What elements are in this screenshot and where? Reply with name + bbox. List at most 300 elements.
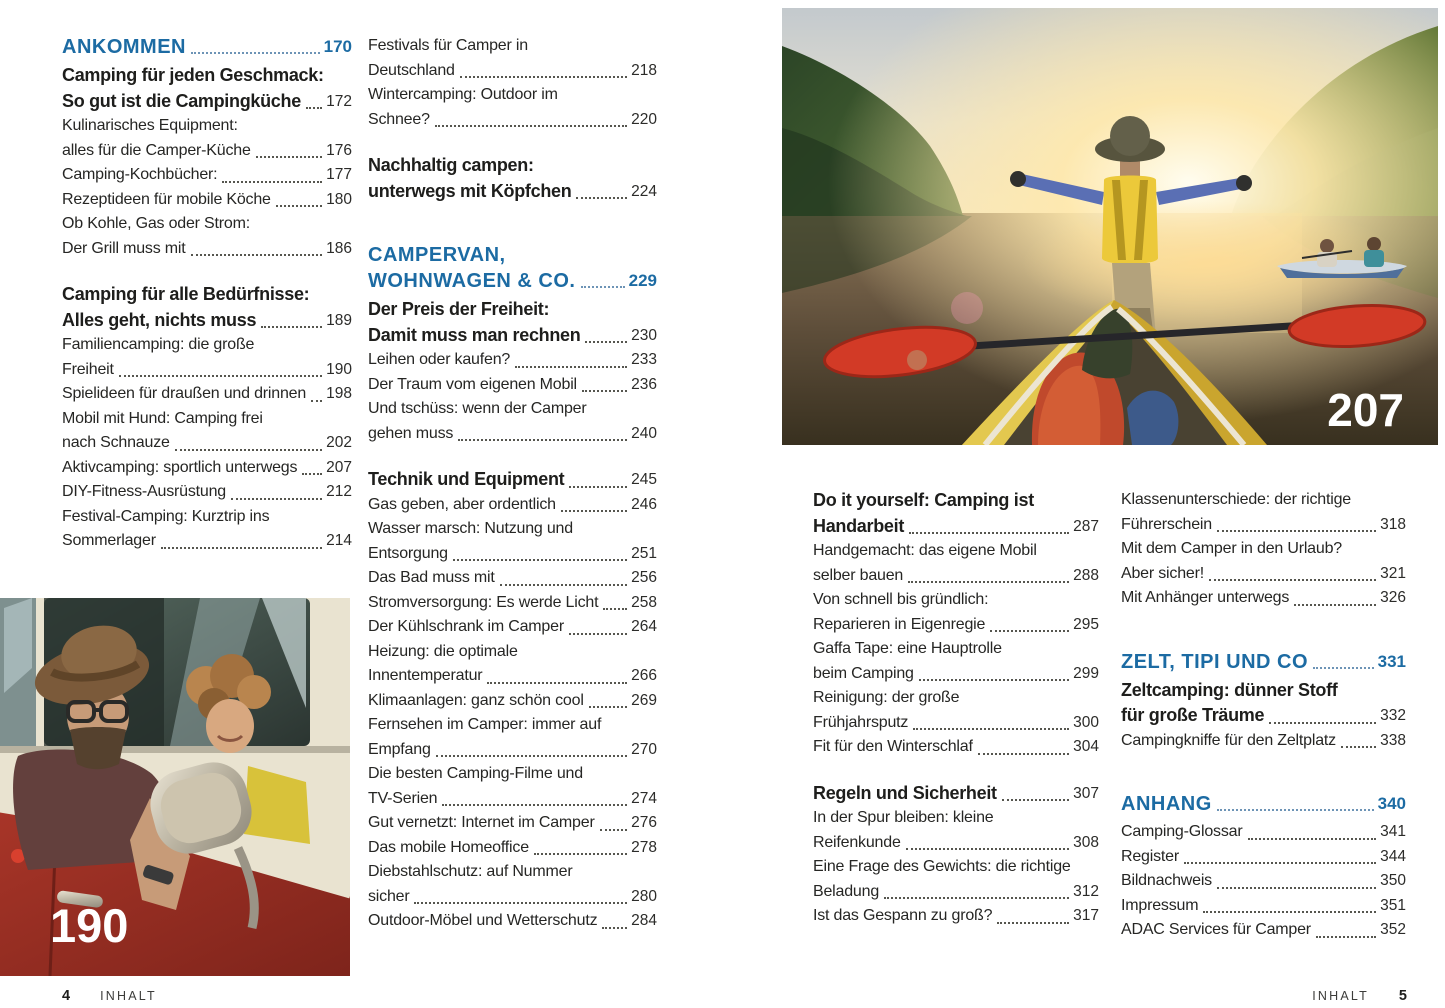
toc-entry-text: Zeltcamping: dünner Stoff — [1121, 679, 1338, 700]
toc-line — [1121, 488, 1406, 513]
toc-entry — [62, 188, 352, 213]
toc-line — [1121, 586, 1406, 611]
toc-line — [813, 662, 1099, 687]
toc-line — [368, 268, 657, 294]
dot-leader — [458, 439, 627, 441]
dot-leader — [1269, 722, 1376, 724]
toc-entry-text: Damit muss man rechnen — [368, 324, 581, 345]
toc-chapter — [62, 34, 352, 60]
toc-entry — [62, 163, 352, 188]
toc-line — [813, 831, 1099, 856]
page-number: 176 — [326, 141, 352, 159]
toc-entry-text: Handgemacht: das eigene Mobil — [813, 542, 1037, 559]
toc-column-1 — [62, 34, 352, 554]
toc-line — [62, 237, 352, 262]
toc-entry-text: Camping-Glossar — [1121, 823, 1243, 840]
toc-entry-text: Fernsehen im Camper: immer auf — [368, 716, 602, 733]
footer-page-number-5: 5 — [1398, 988, 1407, 1004]
toc-entry-text: Reifenkunde — [813, 833, 901, 851]
dot-leader — [569, 633, 627, 635]
toc-entry-text: In der Spur bleiben: kleine — [813, 809, 994, 826]
toc-entry-text: ANKOMMEN — [62, 36, 186, 58]
toc-entry — [62, 212, 352, 261]
kayak-photo-illustration — [782, 8, 1438, 445]
toc-line — [368, 640, 657, 665]
toc-entry-text: für große Träume — [1121, 705, 1265, 725]
toc-line — [813, 781, 1099, 807]
toc-entry-text: Festivals für Camper in — [368, 37, 528, 54]
toc-entry-text: Gut vernetzt: Internet im Camper — [368, 814, 595, 831]
kayak-river-photo — [782, 8, 1438, 445]
toc-entry — [368, 640, 657, 689]
toc-entry — [1121, 869, 1406, 894]
dot-leader — [161, 547, 322, 549]
toc-entry — [1121, 729, 1406, 754]
toc-entry — [368, 909, 657, 934]
page-number: 344 — [1380, 847, 1406, 865]
toc-entry — [813, 588, 1099, 637]
page-number: 229 — [628, 271, 657, 290]
toc-entry-text: TV-Serien — [368, 789, 438, 807]
page-number: 308 — [1073, 833, 1099, 851]
toc-entry-text: ZELT, TIPI UND CO — [1121, 650, 1309, 673]
toc-entry-text: Alles geht, nichts muss — [62, 309, 257, 330]
toc-entry-text: sicher — [368, 887, 410, 905]
toc-entry-text: Von schnell bis gründlich: — [813, 591, 989, 608]
toc-entry — [62, 480, 352, 505]
toc-section — [813, 781, 1099, 807]
toc-line — [62, 34, 352, 60]
toc-group — [62, 282, 352, 554]
toc-line — [368, 348, 657, 373]
toc-line — [813, 564, 1099, 589]
page-number: 230 — [631, 326, 657, 344]
toc-entry — [62, 333, 352, 382]
dot-leader — [515, 366, 627, 368]
toc-line — [368, 34, 657, 59]
page-number: 317 — [1073, 907, 1099, 924]
toc-line — [813, 613, 1099, 638]
toc-line — [813, 686, 1099, 711]
toc-line — [368, 108, 657, 133]
dot-leader — [1316, 936, 1376, 938]
page-number: 233 — [631, 351, 657, 368]
footer-right — [1312, 988, 1407, 1004]
dot-leader — [990, 630, 1069, 632]
dot-leader — [908, 581, 1069, 583]
toc-entry-text: Campingkniffe für den Zeltplatz — [1121, 731, 1336, 749]
toc-entry — [813, 904, 1099, 929]
toc-line — [813, 488, 1099, 514]
toc-line — [368, 179, 657, 205]
toc-line — [813, 855, 1099, 880]
toc-line — [813, 880, 1099, 905]
toc-entry-text: Outdoor-Möbel und Wetterschutz — [368, 912, 598, 929]
camper-bus-photo — [0, 598, 350, 976]
toc-line — [368, 591, 657, 616]
dot-leader — [175, 449, 322, 451]
toc-line — [368, 885, 657, 910]
page-number: 246 — [631, 495, 657, 513]
dot-leader — [576, 197, 627, 199]
toc-entry — [62, 456, 352, 481]
toc-line — [368, 542, 657, 567]
toc-line — [368, 467, 657, 493]
toc-entry-text: Gas geben, aber ordentlich — [368, 495, 556, 513]
toc-entry-text: Familiencamping: die große — [62, 336, 255, 353]
toc-entry-text: Wintercamping: Outdoor im — [368, 86, 558, 103]
toc-column-4 — [1121, 488, 1406, 943]
page-number: 245 — [631, 471, 657, 488]
dot-leader — [582, 390, 627, 392]
toc-entry-text: Empfang — [368, 740, 431, 758]
toc-entry-text: nach Schnauze — [62, 434, 170, 451]
toc-line — [62, 431, 352, 456]
dot-leader — [302, 473, 322, 475]
toc-entry — [813, 539, 1099, 588]
toc-line — [368, 713, 657, 738]
toc-line — [368, 689, 657, 714]
page-number: 331 — [1377, 651, 1406, 671]
page-number: 288 — [1073, 566, 1099, 584]
photo-page-number-190: 190 — [50, 899, 129, 952]
toc-entry-text: Camping-Kochbücher: — [62, 166, 218, 183]
toc-line — [1121, 894, 1406, 919]
dot-leader — [436, 755, 627, 757]
page-number: 299 — [1073, 664, 1099, 682]
toc-entry — [368, 762, 657, 811]
toc-entry-text: Das mobile Homeoffice — [368, 838, 529, 856]
toc-entry-text: Reinigung: der große — [813, 689, 960, 706]
page-number: 220 — [631, 110, 657, 128]
toc-line — [62, 382, 352, 407]
dot-leader — [191, 52, 320, 54]
toc-line — [813, 711, 1099, 736]
page-number: 224 — [631, 182, 657, 200]
dot-leader — [487, 682, 627, 684]
toc-entry — [1121, 845, 1406, 870]
toc-entry-text: Camping für alle Bedürfnisse: — [62, 284, 310, 304]
dot-leader — [311, 400, 322, 402]
toc-line — [368, 836, 657, 861]
toc-line — [368, 909, 657, 934]
toc-section — [62, 63, 352, 114]
toc-entry — [813, 855, 1099, 904]
toc-entry-text: Innentemperatur — [368, 667, 483, 684]
toc-entry-text: Ob Kohle, Gas oder Strom: — [62, 215, 250, 232]
toc-entry-text: ADAC Services für Camper — [1121, 921, 1311, 938]
footer-label-inhalt-left: INHALT — [100, 989, 157, 1003]
toc-entry-text: Register — [1121, 847, 1179, 865]
dot-leader — [978, 753, 1069, 755]
page-number: 340 — [1377, 794, 1406, 813]
page-number: 177 — [326, 166, 352, 183]
page-number: 198 — [326, 385, 352, 402]
toc-line — [1121, 869, 1406, 894]
toc-line — [62, 407, 352, 432]
dot-leader — [913, 728, 1069, 730]
dot-leader — [561, 510, 627, 512]
toc-entry — [62, 114, 352, 163]
toc-line — [368, 664, 657, 689]
page-number: 326 — [1380, 589, 1406, 606]
dot-leader — [276, 205, 322, 207]
toc-group — [1121, 649, 1406, 754]
dot-leader — [256, 156, 322, 158]
toc-line — [813, 904, 1099, 929]
toc-section — [62, 282, 352, 333]
toc-line — [368, 83, 657, 108]
dot-leader — [1294, 604, 1376, 606]
dot-leader — [603, 608, 627, 610]
toc-entry-text: Schnee? — [368, 110, 430, 128]
toc-chapter — [368, 242, 657, 294]
dot-leader — [414, 902, 627, 904]
toc-line — [368, 242, 657, 268]
toc-line — [368, 566, 657, 591]
page-number: 186 — [326, 239, 352, 257]
dot-leader — [453, 559, 627, 561]
toc-entry-text: Aber sicher! — [1121, 564, 1204, 582]
toc-entry-text: Gaffa Tape: eine Hauptrolle — [813, 640, 1002, 657]
toc-line — [1121, 791, 1406, 817]
toc-line — [1121, 703, 1406, 729]
toc-line — [62, 63, 352, 89]
toc-entry-text: selber bauen — [813, 566, 904, 584]
page-number: 274 — [631, 789, 657, 807]
page-number: 350 — [1380, 872, 1406, 889]
toc-section — [368, 297, 657, 348]
toc-line — [62, 114, 352, 139]
dot-leader — [919, 679, 1069, 681]
toc-line — [62, 282, 352, 308]
page-number: 189 — [326, 311, 352, 329]
dot-leader — [222, 181, 322, 183]
page-number: 270 — [631, 740, 657, 758]
toc-group — [813, 781, 1099, 929]
toc-entry-text: Freiheit — [62, 360, 114, 378]
dot-leader — [231, 498, 322, 500]
toc-line — [1121, 513, 1406, 538]
toc-entry-text: Wasser marsch: Nutzung und — [368, 520, 573, 537]
toc-entry — [368, 713, 657, 762]
footer-page-number-4: 4 — [62, 988, 71, 1004]
toc-entry-text: Diebstahlschutz: auf Nummer — [368, 863, 573, 880]
toc-line — [368, 59, 657, 84]
page-number: 280 — [631, 887, 657, 905]
toc-line — [813, 637, 1099, 662]
toc-entry-text: Leihen oder kaufen? — [368, 351, 511, 368]
toc-line — [62, 333, 352, 358]
toc-entry-text: Handarbeit — [813, 515, 905, 536]
toc-entry-text: Do it yourself: Camping ist — [813, 490, 1034, 510]
toc-line — [62, 163, 352, 188]
lens-flare — [951, 292, 983, 324]
toc-line — [62, 308, 352, 334]
toc-entry-text: Der Traum vom eigenen Mobil — [368, 375, 577, 393]
dot-leader — [191, 254, 323, 256]
page-number: 300 — [1073, 713, 1099, 731]
page-number: 276 — [631, 814, 657, 831]
dot-leader — [1002, 799, 1069, 801]
toc-line — [368, 493, 657, 518]
toc-entry-text: CAMPERVAN, — [368, 244, 506, 266]
toc-entry — [368, 689, 657, 714]
toc-line — [368, 517, 657, 542]
toc-line — [813, 588, 1099, 613]
dot-leader — [600, 829, 628, 831]
dot-leader — [997, 922, 1069, 924]
page-number: 264 — [631, 618, 657, 635]
page-number: 341 — [1380, 823, 1406, 840]
toc-entry-text: Spielideen für draußen und drinnen — [62, 385, 307, 402]
toc-line — [62, 358, 352, 383]
toc-entry-text: DIY-Fitness-Ausrüstung — [62, 483, 226, 500]
toc-entry-text: Impressum — [1121, 896, 1199, 914]
toc-line — [368, 787, 657, 812]
dot-leader — [460, 76, 627, 78]
page-number: 218 — [631, 61, 657, 79]
toc-line — [1121, 562, 1406, 587]
page-number: 256 — [631, 569, 657, 586]
page-number: 202 — [326, 434, 352, 451]
page-number: 172 — [326, 92, 352, 110]
toc-entry — [1121, 820, 1406, 845]
dot-leader — [569, 486, 627, 488]
toc-entry — [1121, 537, 1406, 586]
page-number: 287 — [1073, 517, 1099, 535]
dot-leader — [581, 286, 625, 288]
toc-entry — [368, 83, 657, 132]
page-number: 180 — [326, 190, 352, 208]
page-number: 278 — [631, 838, 657, 856]
toc-column-3 — [813, 488, 1099, 929]
toc-group — [1121, 791, 1406, 943]
toc-entry-text: Technik und Equipment — [368, 469, 565, 489]
dot-leader — [585, 341, 627, 343]
page-number: 312 — [1073, 882, 1099, 900]
toc-entry-text: ANHANG — [1121, 793, 1212, 815]
dot-leader — [435, 125, 627, 127]
dot-leader — [442, 804, 627, 806]
page-number: 212 — [326, 483, 352, 500]
toc-chapter — [1121, 791, 1406, 817]
dot-leader — [602, 927, 627, 929]
dot-leader — [1209, 579, 1376, 581]
page-number: 284 — [631, 912, 657, 929]
toc-entry-text: Kulinarisches Equipment: — [62, 117, 238, 134]
toc-entry — [368, 591, 657, 616]
toc-entry — [62, 382, 352, 407]
toc-line — [368, 738, 657, 763]
toc-line — [62, 139, 352, 164]
toc-line — [813, 806, 1099, 831]
toc-entry — [368, 493, 657, 518]
toc-entry-text: alles für die Camper-Küche — [62, 141, 251, 159]
toc-line — [1121, 678, 1406, 704]
toc-entry-text: Fit für den Winterschlaf — [813, 738, 973, 755]
dot-leader — [119, 375, 322, 377]
toc-section — [368, 153, 657, 204]
page-number: 236 — [631, 375, 657, 393]
toc-entry-text: Führerschein — [1121, 515, 1212, 533]
toc-line — [813, 514, 1099, 540]
toc-entry-text: Regeln und Sicherheit — [813, 782, 997, 803]
toc-line — [813, 735, 1099, 760]
toc-group — [1121, 488, 1406, 611]
page-number: 266 — [631, 667, 657, 684]
toc-entry-text: Sommerlager — [62, 532, 156, 549]
dot-leader — [1184, 862, 1376, 864]
toc-entry — [813, 637, 1099, 686]
dot-leader — [909, 532, 1069, 534]
toc-entry — [62, 407, 352, 456]
page-number: 240 — [631, 424, 657, 442]
toc-entry — [62, 505, 352, 554]
toc-group — [813, 488, 1099, 760]
toc-group — [368, 467, 657, 934]
page-number: 307 — [1073, 784, 1099, 802]
toc-group — [368, 153, 657, 204]
toc-entry-text: Mit dem Camper in den Urlaub? — [1121, 540, 1342, 557]
dot-leader — [500, 584, 628, 586]
toc-line — [62, 505, 352, 530]
toc-entry-text: Mobil mit Hund: Camping frei — [62, 409, 263, 427]
footer-label-inhalt-right: INHALT — [1312, 989, 1369, 1003]
toc-entry-text: Der Kühlschrank im Camper — [368, 618, 564, 635]
photo-page-number-207: 207 — [1327, 384, 1404, 436]
toc-line — [62, 188, 352, 213]
toc-entry — [368, 811, 657, 836]
page-number: 269 — [631, 691, 657, 709]
page-number: 251 — [631, 544, 657, 562]
toc-entry — [368, 566, 657, 591]
toc-entry-text: WOHNWAGEN & CO. — [368, 270, 576, 292]
page-number: 352 — [1380, 921, 1406, 938]
toc-line — [1121, 537, 1406, 562]
dot-leader — [1203, 911, 1376, 913]
toc-entry — [1121, 488, 1406, 537]
toc-group — [62, 34, 352, 261]
toc-entry-text: Aktivcamping: sportlich unterwegs — [62, 458, 298, 476]
toc-section — [368, 467, 657, 493]
toc-entry — [813, 735, 1099, 760]
toc-line — [1121, 729, 1406, 754]
toc-line — [62, 89, 352, 115]
page-number: 351 — [1380, 896, 1406, 914]
toc-entry — [368, 517, 657, 566]
toc-line — [1121, 820, 1406, 845]
dot-leader — [1341, 746, 1376, 748]
toc-entry — [368, 836, 657, 861]
toc-line — [368, 153, 657, 179]
toc-line — [368, 323, 657, 349]
toc-entry — [368, 373, 657, 398]
dot-leader — [884, 897, 1069, 899]
toc-entry — [813, 686, 1099, 735]
toc-entry-text: Stromversorgung: Es werde Licht — [368, 593, 599, 611]
lens-flare — [907, 350, 927, 370]
toc-entry — [368, 348, 657, 373]
page-number: 214 — [326, 532, 352, 549]
page-number: 258 — [631, 593, 657, 611]
dot-leader — [906, 848, 1069, 850]
page-number: 332 — [1380, 707, 1406, 724]
toc-entry-text: Die besten Camping-Filme und — [368, 765, 583, 782]
toc-entry-text: Mit Anhänger unterwegs — [1121, 589, 1290, 606]
dot-leader — [1217, 887, 1376, 889]
dot-leader — [589, 706, 627, 708]
